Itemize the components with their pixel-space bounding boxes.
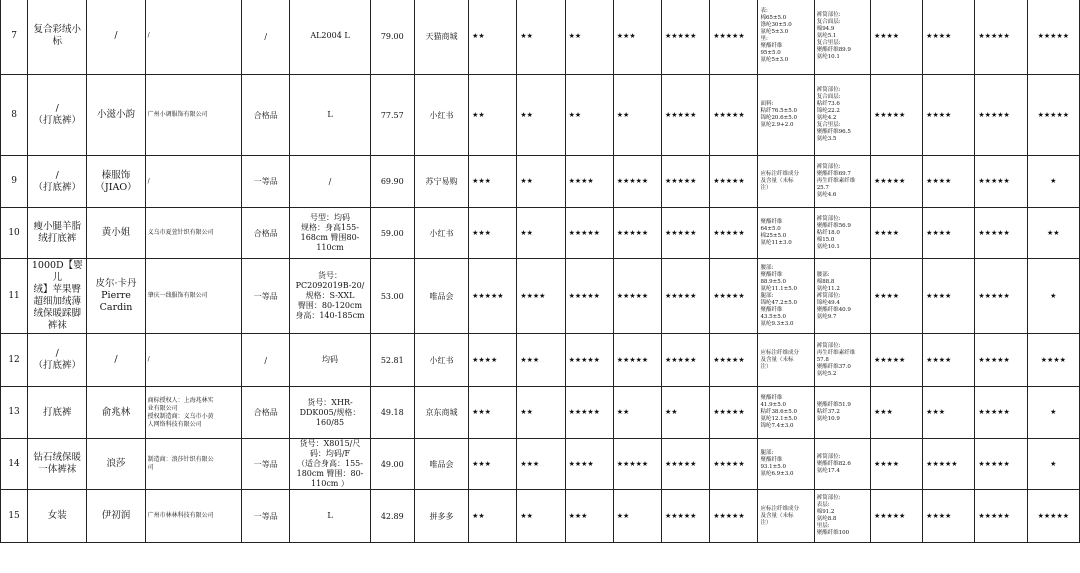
cell-rating: ★★ <box>613 75 661 156</box>
cell-rating: ★★★★ <box>870 259 922 334</box>
cell-fiber-tested: 腰部: 棉88.8 氨纶11.2 裤筒部位: 锦纶49.4 聚酯纤维40.9 氨纶9.7 <box>814 259 870 334</box>
cell-rating: ★★★★★ <box>710 387 758 439</box>
table-row <box>1 259 1080 334</box>
cell-model-spec: 货号：XHR- DDK005/规格： 160/85 <box>290 387 370 439</box>
cell-rating: ★★★★ <box>1027 334 1079 387</box>
cell-product-name: 打底裤 <box>28 387 87 439</box>
cell-rating: ★★★★ <box>923 156 975 208</box>
cell-model-spec: 货号：X8015/尺 码：均码/F （适合身高：155- 180cm 臀围：80- 110cm ） <box>290 439 370 490</box>
cell-no: 8 <box>1 75 28 156</box>
cell-rating: ★★★★ <box>870 439 922 490</box>
cell-rating: ★★★★★ <box>870 490 922 543</box>
cell-manufacturer: 广州市林林科技有限公司 <box>145 490 241 543</box>
cell-model-spec: 均码 <box>290 334 370 387</box>
cell-product-name: / （打底裤） <box>28 334 87 387</box>
table-row <box>1 439 1080 490</box>
cell-rating: ★ <box>1027 439 1079 490</box>
cell-brand: / <box>87 0 145 75</box>
cell-rating: ★★★★ <box>517 259 565 334</box>
cell-rating: ★★★★★ <box>710 439 758 490</box>
cell-rating: ★★★★★ <box>613 259 661 334</box>
cell-rating: ★★★★★ <box>923 439 975 490</box>
cell-rating: ★★★★★ <box>662 439 710 490</box>
cell-grade: 合格品 <box>242 387 290 439</box>
cell-no: 10 <box>1 208 28 259</box>
cell-grade: 一等品 <box>242 439 290 490</box>
cell-fiber-tested: 裤筒部位: 聚酯纤维56.9 粘纤18.0 棉15.0 氨纶10.1 <box>814 208 870 259</box>
cell-grade: 一等品 <box>242 259 290 334</box>
cell-rating: ★★ <box>517 387 565 439</box>
cell-platform: 拼多多 <box>414 490 468 543</box>
cell-product-name: / （打底裤） <box>28 75 87 156</box>
cell-rating: ★★★★ <box>870 0 922 75</box>
cell-rating: ★★★ <box>870 387 922 439</box>
cell-fiber-label: 聚酯纤维 64±5.0 棉25±5.0 氨纶11±3.0 <box>758 208 814 259</box>
cell-brand: 黄小姐 <box>87 208 145 259</box>
cell-brand: / <box>87 334 145 387</box>
cell-brand: 小滋小韵 <box>87 75 145 156</box>
cell-rating: ★★★★★ <box>975 439 1027 490</box>
cell-price: 69.90 <box>370 156 414 208</box>
cell-rating: ★★★★★ <box>1027 75 1079 156</box>
cell-rating: ★★★ <box>469 208 517 259</box>
cell-brand: 皮尔·卡丹 Pierre Cardin <box>87 259 145 334</box>
cell-rating: ★★★★★ <box>565 387 613 439</box>
cell-rating: ★★★★★ <box>710 75 758 156</box>
cell-rating: ★★★★★ <box>469 259 517 334</box>
table-row <box>1 156 1080 208</box>
cell-price: 59.00 <box>370 208 414 259</box>
cell-rating: ★★★★★ <box>870 334 922 387</box>
cell-rating: ★★★★ <box>870 208 922 259</box>
cell-model-spec: / <box>290 156 370 208</box>
cell-fiber-tested: 裤筒部位: 复合面层: 棉94.9 氨纶5.1 复合里层: 聚酯纤维89.9 氨纶10.1 <box>814 0 870 75</box>
cell-price: 49.18 <box>370 387 414 439</box>
cell-grade: 一等品 <box>242 156 290 208</box>
cell-model-spec: L <box>290 75 370 156</box>
cell-rating: ★★★★ <box>565 439 613 490</box>
cell-no: 12 <box>1 334 28 387</box>
cell-price: 52.81 <box>370 334 414 387</box>
cell-rating: ★★★★★ <box>565 334 613 387</box>
cell-rating: ★★ <box>613 387 661 439</box>
cell-fiber-label: 面料: 粘纤76.5±5.0 锦纶20.6±5.0 氨纶2.9+2.0 <box>758 75 814 156</box>
cell-no: 13 <box>1 387 28 439</box>
cell-rating: ★★★★ <box>923 75 975 156</box>
cell-grade: 一等品 <box>242 490 290 543</box>
cell-rating: ★★★★ <box>923 259 975 334</box>
cell-rating: ★★★★★ <box>662 490 710 543</box>
cell-fiber-label: 腰部: 聚酯纤维 88.9±5.0 氨纶11.1±5.0 腿部: 锦纶47.2±5.0 聚酯纤维 43.5±5.0 氨纶9.3±3.0 <box>758 259 814 334</box>
cell-product-name: / （打底裤） <box>28 156 87 208</box>
cell-platform: 小红书 <box>414 334 468 387</box>
cell-manufacturer: 义乌市夏萱针织有限公司 <box>145 208 241 259</box>
cell-rating: ★★★ <box>517 439 565 490</box>
cell-rating: ★★★★★ <box>710 208 758 259</box>
cell-rating: ★★ <box>1027 208 1079 259</box>
cell-grade: / <box>242 0 290 75</box>
cell-rating: ★★★★★ <box>662 75 710 156</box>
table-row <box>1 334 1080 387</box>
cell-rating: ★★★★★ <box>975 156 1027 208</box>
cell-rating: ★★ <box>565 75 613 156</box>
cell-rating: ★★ <box>469 75 517 156</box>
cell-rating: ★★★★ <box>565 156 613 208</box>
cell-rating: ★★★★★ <box>1027 490 1079 543</box>
cell-rating: ★★ <box>469 490 517 543</box>
cell-brand: 浪莎 <box>87 439 145 490</box>
cell-rating: ★★★★ <box>469 334 517 387</box>
cell-brand: 俞兆林 <box>87 387 145 439</box>
cell-rating: ★★★ <box>469 387 517 439</box>
cell-rating: ★★★ <box>469 439 517 490</box>
cell-no: 9 <box>1 156 28 208</box>
cell-product-name: 复合彩绒小 标 <box>28 0 87 75</box>
cell-rating: ★★★ <box>613 0 661 75</box>
cell-price: 79.00 <box>370 0 414 75</box>
cell-brand: 伊初润 <box>87 490 145 543</box>
cell-fiber-tested: 裤筒部位: 聚酯纤维82.6 氨纶17.4 <box>814 439 870 490</box>
cell-fiber-tested: 裤筒部位: 再生纤维素纤维 57.8 聚酯纤维37.0 氨纶5.2 <box>814 334 870 387</box>
cell-manufacturer: / <box>145 334 241 387</box>
cell-fiber-tested: 裤筒部位: 表层: 棉91.2 氨纶8.8 里层: 聚酯纤维100 <box>814 490 870 543</box>
cell-rating: ★★ <box>517 490 565 543</box>
cell-fiber-label: 应标注纤维成分 及含量（未标 注） <box>758 156 814 208</box>
cell-rating: ★★★★★ <box>662 334 710 387</box>
cell-rating: ★★★★★ <box>975 208 1027 259</box>
cell-rating: ★★★★★ <box>710 490 758 543</box>
cell-model-spec: 货号： PC2092019B-20/ 规格：S-XXL 臀围：80-120cm 身高：140-185cm <box>290 259 370 334</box>
cell-platform: 苏宁易购 <box>414 156 468 208</box>
cell-rating: ★★★★★ <box>565 259 613 334</box>
cell-fiber-label: 表: 棉65±5.0 涤纶30±5.0 氨纶5±3.0 里: 聚酯纤维 95±5.0 氨纶5±3.0 <box>758 0 814 75</box>
cell-rating: ★★★★ <box>923 490 975 543</box>
cell-platform: 小红书 <box>414 75 468 156</box>
cell-platform: 小红书 <box>414 208 468 259</box>
cell-no: 11 <box>1 259 28 334</box>
cell-rating: ★★★★★ <box>710 259 758 334</box>
cell-rating: ★★★★★ <box>710 0 758 75</box>
table-row <box>1 208 1080 259</box>
cell-rating: ★★★★★ <box>870 75 922 156</box>
cell-grade: 合格品 <box>242 208 290 259</box>
cell-platform: 京东商城 <box>414 387 468 439</box>
cell-product-name: 钻石绒保暖 一体裤袜 <box>28 439 87 490</box>
cell-rating: ★★★★★ <box>613 156 661 208</box>
cell-no: 15 <box>1 490 28 543</box>
cell-rating: ★★★★★ <box>662 208 710 259</box>
cell-grade: 合格品 <box>242 75 290 156</box>
cell-rating: ★★ <box>517 0 565 75</box>
cell-manufacturer: 广州小调服饰有限公司 <box>145 75 241 156</box>
cell-rating: ★★ <box>469 0 517 75</box>
cell-rating: ★★★ <box>469 156 517 208</box>
cell-fiber-label: 腿部: 聚酯纤维 93.1±5.0 氨纶6.9±3.0 <box>758 439 814 490</box>
cell-rating: ★★★★★ <box>975 259 1027 334</box>
cell-rating: ★★★★★ <box>565 208 613 259</box>
cell-rating: ★★★★★ <box>662 259 710 334</box>
cell-rating: ★★★★ <box>923 0 975 75</box>
cell-rating: ★★★★★ <box>975 0 1027 75</box>
cell-model-spec: 号型：均码 规格：身高155- 168cm 臀围80- 110cm <box>290 208 370 259</box>
cell-rating: ★★★★★ <box>710 334 758 387</box>
cell-model-spec: AL2004 L <box>290 0 370 75</box>
cell-fiber-label: 聚酯纤维 41.9±5.0 粘纤38.6±5.0 氨纶12.1±5.0 锦纶7.4±3.0 <box>758 387 814 439</box>
cell-rating: ★★ <box>517 208 565 259</box>
cell-fiber-label: 应标注纤维成分 及含量（未标 注） <box>758 490 814 543</box>
cell-platform: 唯品会 <box>414 259 468 334</box>
cell-product-name: 女装 <box>28 490 87 543</box>
cell-rating: ★★★★★ <box>613 208 661 259</box>
cell-manufacturer: 肇庆一线服饰有限公司 <box>145 259 241 334</box>
table-row <box>1 387 1080 439</box>
cell-rating: ★ <box>1027 156 1079 208</box>
cell-rating: ★★★★★ <box>975 387 1027 439</box>
cell-rating: ★★★★★ <box>1027 0 1079 75</box>
cell-manufacturer: 商标授权人：上海兆林实 业有限公司 授权制造商：义乌市小黄 人网络科技有限公司 <box>145 387 241 439</box>
cell-model-spec: L <box>290 490 370 543</box>
cell-product-name: 瘦小腿羊脂 绒打底裤 <box>28 208 87 259</box>
cell-price: 53.00 <box>370 259 414 334</box>
cell-grade: / <box>242 334 290 387</box>
cell-rating: ★★ <box>662 387 710 439</box>
cell-rating: ★★★★★ <box>662 0 710 75</box>
cell-rating: ★★★★★ <box>613 439 661 490</box>
cell-rating: ★★★★ <box>923 334 975 387</box>
cell-rating: ★★★ <box>565 490 613 543</box>
cell-no: 7 <box>1 0 28 75</box>
table-row <box>1 75 1080 156</box>
cell-rating: ★★ <box>517 156 565 208</box>
cell-rating: ★★★★ <box>923 208 975 259</box>
table-row <box>1 490 1080 543</box>
cell-rating: ★★ <box>565 0 613 75</box>
cell-rating: ★★★★★ <box>710 156 758 208</box>
cell-fiber-tested: 裤筒部位: 复合面层: 粘纤73.6 锦纶22.2 氨纶4.2 复合里层: 聚酯纤维96.5 氨纶3.5 <box>814 75 870 156</box>
cell-rating: ★★★★★ <box>613 334 661 387</box>
cell-price: 77.57 <box>370 75 414 156</box>
cell-rating: ★★★ <box>517 334 565 387</box>
cell-fiber-label: 应标注纤维成分 及含量（未标 注） <box>758 334 814 387</box>
cell-fiber-tested: 聚酯纤维51.9 粘纤37.2 氨纶10.9 <box>814 387 870 439</box>
cell-rating: ★★★ <box>923 387 975 439</box>
cell-brand: 榛服饰 （JIAO） <box>87 156 145 208</box>
cell-rating: ★★★★★ <box>975 490 1027 543</box>
cell-rating: ★★★★★ <box>975 334 1027 387</box>
cell-no: 14 <box>1 439 28 490</box>
cell-manufacturer: 制造商：浪莎针织有限公 司 <box>145 439 241 490</box>
cell-rating: ★★★★★ <box>870 156 922 208</box>
cell-platform: 天猫商城 <box>414 0 468 75</box>
cell-rating: ★ <box>1027 259 1079 334</box>
cell-manufacturer: / <box>145 156 241 208</box>
cell-rating: ★★★★★ <box>975 75 1027 156</box>
cell-fiber-tested: 裤筒部位: 聚酯纤维69.7 再生纤维素纤维 25.7 氨纶4.6 <box>814 156 870 208</box>
cell-product-name: 1000D【婴儿 绒】苹果臀 超细加绒薄 绒保暖踩脚 裤袜 <box>28 259 87 334</box>
table-row <box>1 0 1080 75</box>
cell-rating: ★★ <box>613 490 661 543</box>
cell-price: 49.00 <box>370 439 414 490</box>
cell-price: 42.89 <box>370 490 414 543</box>
cell-rating: ★ <box>1027 387 1079 439</box>
cell-rating: ★★★★★ <box>662 156 710 208</box>
cell-rating: ★★ <box>517 75 565 156</box>
cell-manufacturer: / <box>145 0 241 75</box>
cell-platform: 唯品会 <box>414 439 468 490</box>
